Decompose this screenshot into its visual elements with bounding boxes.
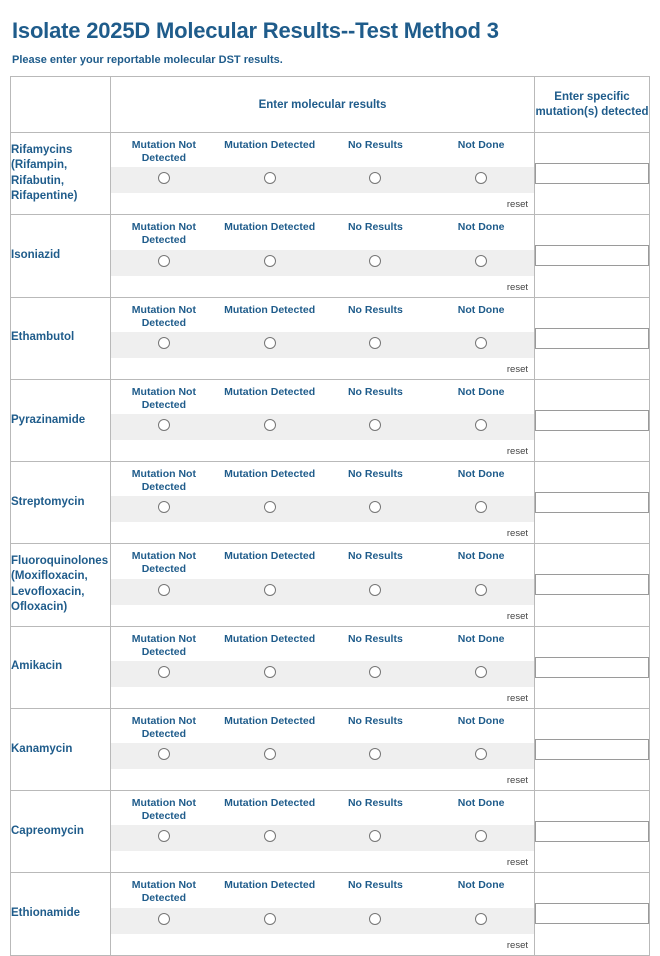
option-radio-cell[interactable] bbox=[428, 912, 534, 930]
page-title: Isolate 2025D Molecular Results--Test Method 3 bbox=[12, 18, 499, 43]
option-labels-row bbox=[111, 791, 534, 825]
option-label: Not Done bbox=[457, 879, 505, 892]
radio-option[interactable] bbox=[264, 913, 276, 925]
option-label: Mutation Not Detected bbox=[131, 632, 196, 658]
option-radio-cell[interactable] bbox=[323, 665, 429, 683]
reset-link[interactable]: reset bbox=[506, 939, 528, 951]
drug-name-cell: Streptomycin bbox=[11, 462, 111, 544]
option-radio-cell[interactable] bbox=[217, 336, 323, 354]
option-label: No Results bbox=[347, 550, 403, 563]
reset-link[interactable]: reset bbox=[506, 446, 528, 457]
option-radios-row bbox=[111, 167, 534, 193]
radio-group bbox=[111, 298, 534, 379]
option-label: Mutation Not Detected bbox=[131, 303, 196, 329]
option-radio-cell[interactable] bbox=[428, 500, 534, 518]
molecular-result-options-cell bbox=[111, 462, 535, 544]
radio-option[interactable] bbox=[158, 419, 170, 431]
option-label: No Results bbox=[347, 632, 403, 645]
option-radio-cell[interactable] bbox=[428, 254, 534, 272]
molecular-result-options-cell bbox=[111, 379, 535, 461]
radio-option[interactable] bbox=[264, 501, 276, 513]
mutation-input[interactable] bbox=[535, 328, 649, 349]
radio-option[interactable] bbox=[475, 584, 487, 596]
option-radio-cell[interactable] bbox=[111, 747, 217, 765]
radio-option[interactable] bbox=[475, 337, 487, 349]
option-label: No Results bbox=[347, 385, 403, 398]
drug-name-cell: Kanamycin bbox=[11, 708, 111, 790]
table-row bbox=[11, 873, 650, 955]
radio-option[interactable] bbox=[475, 830, 487, 842]
option-label: Mutation Not Detected bbox=[131, 221, 196, 247]
option-radio-cell[interactable] bbox=[217, 829, 323, 847]
option-radios-row bbox=[111, 579, 534, 605]
radio-option[interactable] bbox=[158, 255, 170, 267]
reset-link[interactable]: reset bbox=[506, 281, 528, 293]
option-radios-row bbox=[111, 661, 534, 687]
reset-row bbox=[111, 358, 534, 379]
option-radio-cell[interactable] bbox=[217, 500, 323, 518]
option-label: No Results bbox=[347, 714, 403, 727]
option-labels-row bbox=[111, 298, 534, 332]
molecular-result-options-cell bbox=[111, 873, 535, 955]
molecular-result-options-cell bbox=[111, 133, 535, 215]
mutation-input[interactable] bbox=[535, 821, 649, 842]
option-radio-cell[interactable] bbox=[111, 912, 217, 930]
reset-link[interactable]: reset bbox=[506, 610, 528, 622]
radio-option[interactable] bbox=[475, 666, 487, 678]
option-label: Not Done bbox=[457, 714, 505, 727]
reset-row bbox=[111, 276, 534, 297]
page-subtitle: Please enter your reportable molecular DST results. bbox=[12, 54, 283, 66]
option-label: Mutation Not Detected bbox=[131, 714, 196, 740]
option-radio-cell[interactable] bbox=[111, 171, 217, 189]
reset-link[interactable]: reset bbox=[506, 857, 528, 869]
option-radio-cell[interactable] bbox=[323, 747, 429, 765]
reset-link[interactable]: reset bbox=[506, 528, 528, 540]
option-label: Not Done bbox=[457, 632, 505, 645]
mutation-input-cell bbox=[535, 544, 650, 626]
radio-option[interactable] bbox=[264, 748, 276, 760]
table-header-row bbox=[11, 77, 650, 133]
option-labels-row bbox=[111, 380, 534, 414]
option-radio-cell[interactable] bbox=[323, 254, 429, 272]
reset-row bbox=[111, 687, 534, 708]
option-radio-cell[interactable] bbox=[111, 583, 217, 601]
radio-option[interactable] bbox=[158, 830, 170, 842]
option-radios-row bbox=[111, 332, 534, 358]
mutation-input-cell bbox=[535, 215, 650, 297]
option-label: Not Done bbox=[457, 797, 505, 809]
mutation-input[interactable] bbox=[535, 492, 649, 513]
option-radios-row bbox=[111, 414, 534, 440]
option-label: Not Done bbox=[457, 139, 505, 151]
table-row bbox=[11, 791, 650, 873]
radio-option[interactable] bbox=[158, 666, 170, 678]
option-label: Mutation Detected bbox=[224, 385, 316, 398]
radio-group bbox=[111, 133, 534, 214]
drug-name-cell: Ethionamide bbox=[11, 873, 111, 955]
option-label: Mutation Not Detected bbox=[131, 139, 196, 165]
option-label: Mutation Detected bbox=[224, 879, 316, 892]
radio-option[interactable] bbox=[369, 337, 381, 349]
table-body bbox=[11, 133, 650, 956]
mutation-input[interactable] bbox=[535, 245, 649, 266]
option-radio-cell[interactable] bbox=[323, 171, 429, 189]
reset-row bbox=[111, 851, 534, 872]
option-radio-cell[interactable] bbox=[428, 747, 534, 765]
mutation-input[interactable] bbox=[535, 574, 649, 595]
option-label: Mutation Detected bbox=[224, 468, 316, 480]
option-radio-cell[interactable] bbox=[217, 583, 323, 601]
molecular-results-table bbox=[10, 76, 650, 956]
table-header bbox=[11, 77, 650, 133]
radio-option[interactable] bbox=[369, 748, 381, 760]
radio-group bbox=[111, 462, 534, 543]
mutation-input-cell bbox=[535, 873, 650, 955]
option-radios-row bbox=[111, 743, 534, 769]
option-label: Mutation Detected bbox=[224, 797, 316, 809]
option-label: Mutation Detected bbox=[224, 632, 316, 645]
radio-option[interactable] bbox=[369, 255, 381, 267]
option-radio-cell[interactable] bbox=[217, 747, 323, 765]
radio-option[interactable] bbox=[158, 913, 170, 925]
option-radio-cell[interactable] bbox=[323, 583, 429, 601]
radio-option[interactable] bbox=[158, 337, 170, 349]
reset-row bbox=[111, 934, 534, 955]
mutation-input-cell bbox=[535, 379, 650, 461]
reset-link[interactable]: reset bbox=[506, 363, 528, 375]
radio-option[interactable] bbox=[369, 501, 381, 513]
mutation-input-cell bbox=[535, 626, 650, 708]
mutation-input[interactable] bbox=[535, 657, 649, 678]
radio-option[interactable] bbox=[158, 501, 170, 513]
option-label: Mutation Detected bbox=[224, 714, 316, 727]
radio-group bbox=[111, 215, 534, 296]
option-label: Mutation Detected bbox=[224, 221, 316, 234]
option-label: Not Done bbox=[457, 468, 505, 480]
option-radio-cell[interactable] bbox=[111, 418, 217, 436]
radio-option[interactable] bbox=[369, 584, 381, 596]
molecular-result-options-cell bbox=[111, 626, 535, 708]
option-label: Not Done bbox=[457, 303, 505, 316]
radio-option[interactable] bbox=[475, 255, 487, 267]
radio-group bbox=[111, 627, 534, 708]
table-row bbox=[11, 297, 650, 379]
option-radio-cell[interactable] bbox=[217, 418, 323, 436]
radio-option[interactable] bbox=[369, 666, 381, 678]
radio-option[interactable] bbox=[264, 830, 276, 842]
drug-name-cell: Pyrazinamide bbox=[11, 379, 111, 461]
mutation-input-cell bbox=[535, 708, 650, 790]
mutation-input-cell bbox=[535, 133, 650, 215]
option-radio-cell[interactable] bbox=[323, 418, 429, 436]
radio-option[interactable] bbox=[158, 748, 170, 760]
table-row bbox=[11, 379, 650, 461]
radio-option[interactable] bbox=[158, 172, 170, 184]
option-radio-cell[interactable] bbox=[111, 254, 217, 272]
option-label: Mutation Not Detected bbox=[131, 797, 196, 823]
reset-row bbox=[111, 522, 534, 543]
option-radio-cell[interactable] bbox=[428, 336, 534, 354]
option-label: No Results bbox=[347, 139, 403, 151]
reset-row bbox=[111, 440, 534, 461]
option-radio-cell[interactable] bbox=[428, 171, 534, 189]
radio-group bbox=[111, 791, 534, 872]
option-labels-row bbox=[111, 709, 534, 743]
reset-link[interactable]: reset bbox=[506, 775, 528, 786]
option-label: Mutation Detected bbox=[224, 550, 316, 563]
option-radio-cell[interactable] bbox=[323, 912, 429, 930]
mutation-input[interactable] bbox=[535, 410, 649, 431]
radio-option[interactable] bbox=[475, 501, 487, 513]
option-radio-cell[interactable] bbox=[428, 829, 534, 847]
option-radio-cell[interactable] bbox=[217, 665, 323, 683]
option-label: Mutation Not Detected bbox=[131, 385, 196, 411]
option-label: Not Done bbox=[457, 550, 505, 563]
option-label: Not Done bbox=[457, 221, 505, 234]
molecular-result-options-cell bbox=[111, 215, 535, 297]
radio-group bbox=[111, 873, 534, 954]
option-label: Mutation Not Detected bbox=[131, 550, 196, 576]
drug-name-cell: Capreomycin bbox=[11, 791, 111, 873]
radio-option[interactable] bbox=[369, 830, 381, 842]
drug-name-cell: Ethambutol bbox=[11, 297, 111, 379]
option-labels-row bbox=[111, 215, 534, 249]
option-radios-row bbox=[111, 250, 534, 276]
table-row bbox=[11, 462, 650, 544]
option-radio-cell[interactable] bbox=[111, 829, 217, 847]
radio-option[interactable] bbox=[264, 419, 276, 431]
option-radios-row bbox=[111, 908, 534, 934]
option-labels-row bbox=[111, 627, 534, 661]
option-radio-cell[interactable] bbox=[428, 418, 534, 436]
option-labels-row bbox=[111, 133, 534, 167]
radio-option[interactable] bbox=[264, 666, 276, 678]
option-label: Mutation Detected bbox=[224, 303, 316, 316]
drug-name-cell: Amikacin bbox=[11, 626, 111, 708]
radio-option[interactable] bbox=[369, 419, 381, 431]
drug-name-cell: Isoniazid bbox=[11, 215, 111, 297]
reset-link[interactable]: reset bbox=[506, 199, 528, 211]
drug-name-cell: Fluoroquinolones (Moxifloxacin, Levofloxacin, Ofloxacin) bbox=[11, 544, 111, 626]
reset-row bbox=[111, 605, 534, 626]
option-label: Mutation Detected bbox=[224, 139, 316, 151]
header-drug-column bbox=[11, 77, 111, 133]
radio-option[interactable] bbox=[475, 419, 487, 431]
radio-option[interactable] bbox=[475, 913, 487, 925]
radio-option[interactable] bbox=[264, 337, 276, 349]
option-label: Not Done bbox=[457, 385, 505, 398]
table-row bbox=[11, 708, 650, 790]
mutation-input[interactable] bbox=[535, 903, 649, 924]
molecular-result-options-cell bbox=[111, 544, 535, 626]
option-radio-cell[interactable] bbox=[323, 336, 429, 354]
radio-option[interactable] bbox=[475, 748, 487, 760]
option-radio-cell[interactable] bbox=[217, 912, 323, 930]
option-radio-cell[interactable] bbox=[111, 500, 217, 518]
header-molecular-results: Enter molecular results bbox=[111, 77, 535, 133]
option-labels-row bbox=[111, 544, 534, 578]
reset-row bbox=[111, 769, 534, 790]
molecular-result-options-cell bbox=[111, 791, 535, 873]
option-radio-cell[interactable] bbox=[111, 336, 217, 354]
option-radios-row bbox=[111, 496, 534, 522]
radio-option[interactable] bbox=[475, 172, 487, 184]
drug-name-cell: Rifamycins (Rifampin, Rifabutin, Rifapentine) bbox=[11, 133, 111, 215]
option-radio-cell[interactable] bbox=[323, 500, 429, 518]
option-label: No Results bbox=[347, 797, 403, 809]
option-label: No Results bbox=[347, 303, 403, 316]
option-radio-cell[interactable] bbox=[428, 583, 534, 601]
header-mutations: Enter specific mutation(s) detected bbox=[535, 77, 650, 133]
option-label: No Results bbox=[347, 468, 403, 480]
table-row bbox=[11, 215, 650, 297]
mutation-input-cell bbox=[535, 297, 650, 379]
option-labels-row bbox=[111, 462, 534, 496]
mutation-input[interactable] bbox=[535, 163, 649, 184]
radio-group bbox=[111, 380, 534, 461]
radio-option[interactable] bbox=[264, 255, 276, 267]
option-radio-cell[interactable] bbox=[217, 171, 323, 189]
table-row bbox=[11, 133, 650, 215]
radio-option[interactable] bbox=[158, 584, 170, 596]
reset-row bbox=[111, 193, 534, 214]
radio-option[interactable] bbox=[264, 172, 276, 184]
radio-group bbox=[111, 709, 534, 790]
option-label: No Results bbox=[347, 221, 403, 234]
table-row bbox=[11, 626, 650, 708]
option-label: No Results bbox=[347, 879, 403, 892]
option-radio-cell[interactable] bbox=[111, 665, 217, 683]
mutation-input[interactable] bbox=[535, 739, 649, 760]
mutation-input-cell bbox=[535, 791, 650, 873]
radio-group bbox=[111, 544, 534, 625]
option-labels-row bbox=[111, 873, 534, 907]
radio-option[interactable] bbox=[369, 913, 381, 925]
reset-link[interactable]: reset bbox=[506, 692, 528, 704]
molecular-result-options-cell bbox=[111, 297, 535, 379]
option-radio-cell[interactable] bbox=[217, 254, 323, 272]
mutation-input-cell bbox=[535, 462, 650, 544]
option-radios-row bbox=[111, 825, 534, 851]
option-radio-cell[interactable] bbox=[428, 665, 534, 683]
option-label: Mutation Not Detected bbox=[131, 879, 196, 905]
radio-option[interactable] bbox=[369, 172, 381, 184]
radio-option[interactable] bbox=[264, 584, 276, 596]
option-label: Mutation Not Detected bbox=[131, 468, 196, 494]
molecular-result-options-cell bbox=[111, 708, 535, 790]
table-row bbox=[11, 544, 650, 626]
option-radio-cell[interactable] bbox=[323, 829, 429, 847]
